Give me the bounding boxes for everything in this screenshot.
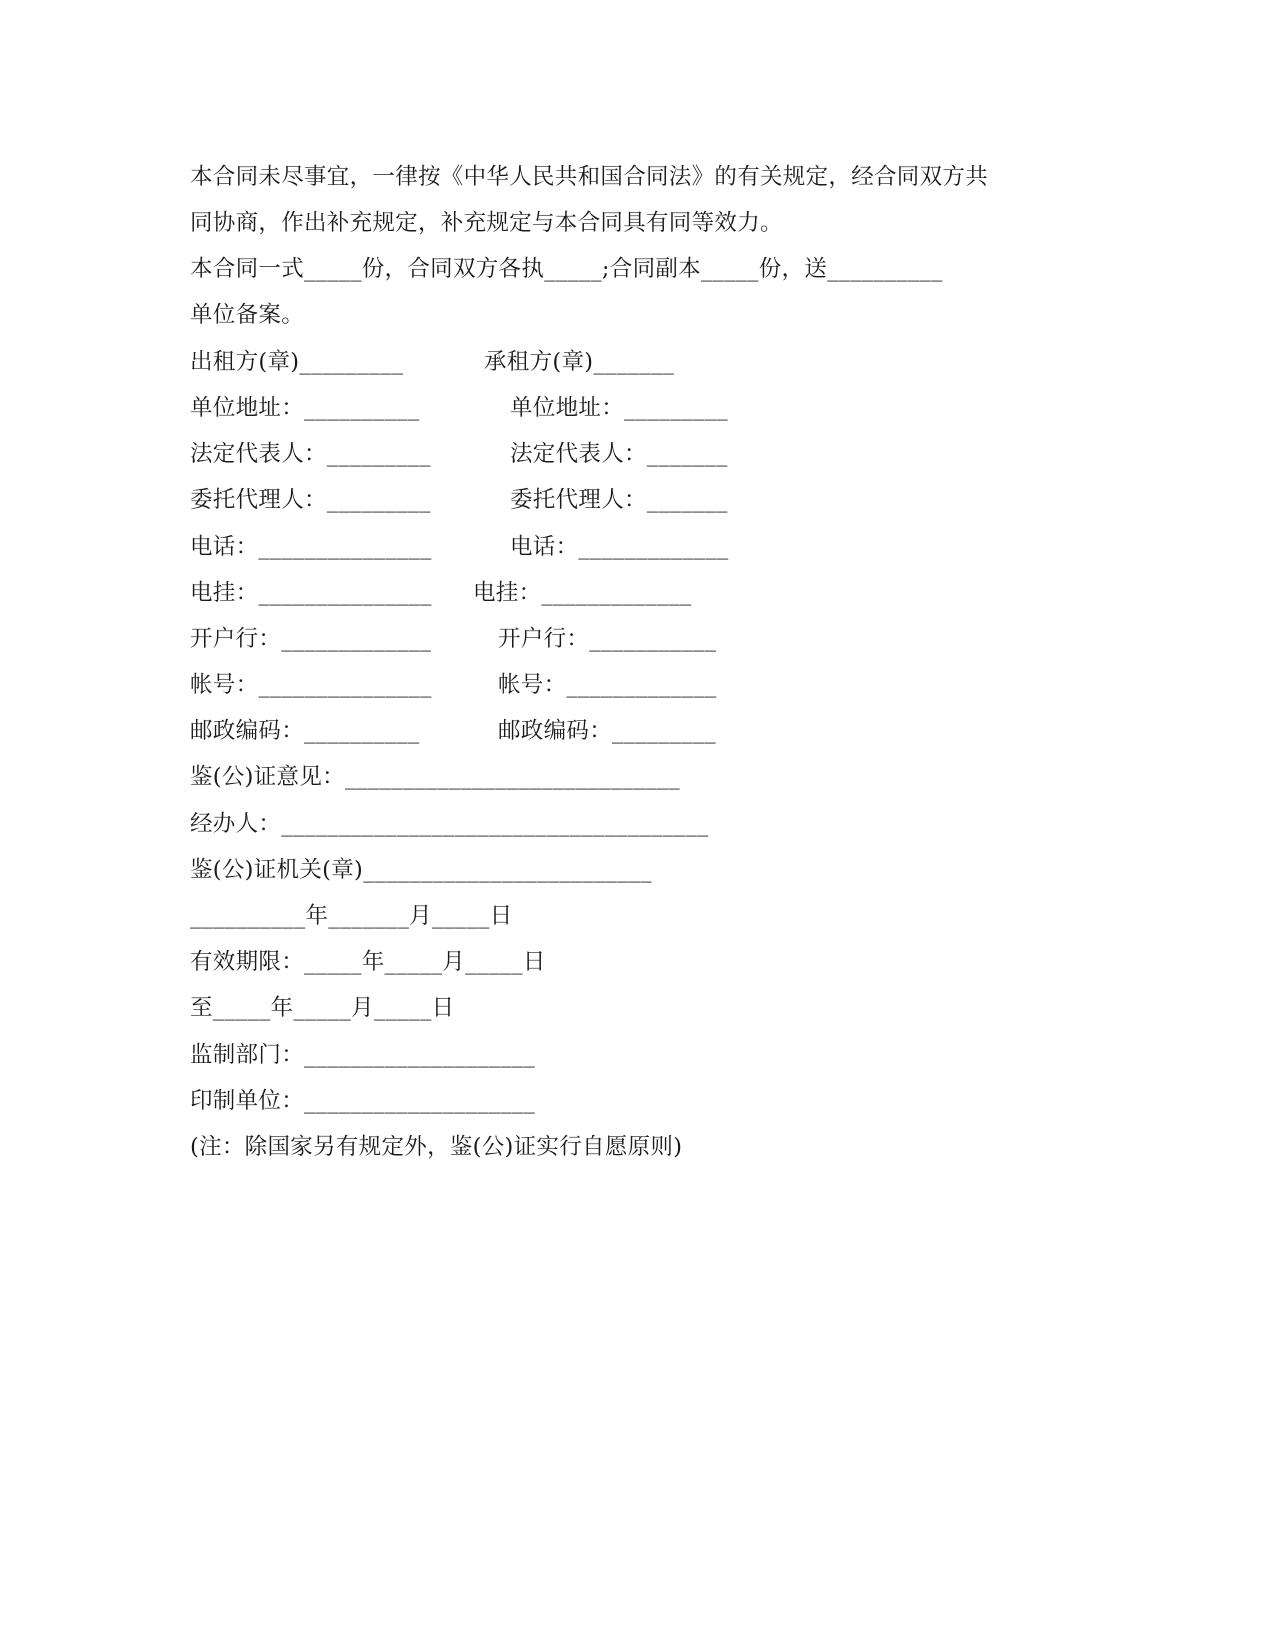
lessee-account-field: 帐号：_____________ <box>498 672 717 698</box>
clause-text-line-2: 同协商，作出补充规定，补充规定与本合同具有同等效力。 <box>190 210 783 236</box>
notary-opinion-field: 鉴(公)证意见：_____________________________ <box>190 764 680 790</box>
clause-text-line-1: 本合同未尽事宜，一律按《中华人民共和国合同法》的有关规定，经合同双方共 <box>190 164 989 190</box>
lessor-agent-field: 委托代理人：_________ <box>190 487 431 513</box>
lessor-postcode-field: 邮政编码：__________ <box>190 718 420 744</box>
lessor-legal-rep-field: 法定代表人：_________ <box>190 441 431 467</box>
lessee-legal-rep-field: 法定代表人：_______ <box>510 441 728 467</box>
date-field: __________年_______月_____日 <box>190 903 513 929</box>
notary-office-seal-field: 鉴(公)证机关(章)_________________________ <box>190 857 652 883</box>
lessee-agent-field: 委托代理人：_______ <box>510 487 728 513</box>
handler-field: 经办人：_____________________________________ <box>190 811 709 837</box>
copies-text-line-2: 单位备案。 <box>190 302 305 328</box>
lessee-telegraph-field: 电挂：_____________ <box>473 580 692 606</box>
lessee-seal-field: 承租方(章)_______ <box>484 349 675 375</box>
footnote: (注：除国家另有规定外，鉴(公)证实行自愿原则) <box>190 1134 683 1160</box>
lessor-bank-field: 开户行：_____________ <box>190 626 432 652</box>
lessor-seal-field: 出租方(章)_________ <box>190 349 404 375</box>
copies-text-line-1: 本合同一式_____份，合同双方各执_____;合同副本_____份，送__________ <box>190 256 943 282</box>
lessee-postcode-field: 邮政编码：_________ <box>498 718 716 744</box>
printing-unit-field: 印制单位：____________________ <box>190 1088 535 1114</box>
validity-period-field: 有效期限：_____年_____月_____日 <box>190 949 546 975</box>
lessee-address-field: 单位地址：_________ <box>510 395 728 421</box>
validity-until-field: 至_____年_____月_____日 <box>190 995 455 1021</box>
lessor-account-field: 帐号：_______________ <box>190 672 432 698</box>
lessor-telegraph-field: 电挂：_______________ <box>190 580 432 606</box>
lessee-phone-field: 电话：_____________ <box>510 534 729 560</box>
lessor-address-field: 单位地址：__________ <box>190 395 420 421</box>
lessor-phone-field: 电话：_______________ <box>190 534 432 560</box>
lessee-bank-field: 开户行：___________ <box>498 626 717 652</box>
supervising-department-field: 监制部门：____________________ <box>190 1042 535 1068</box>
